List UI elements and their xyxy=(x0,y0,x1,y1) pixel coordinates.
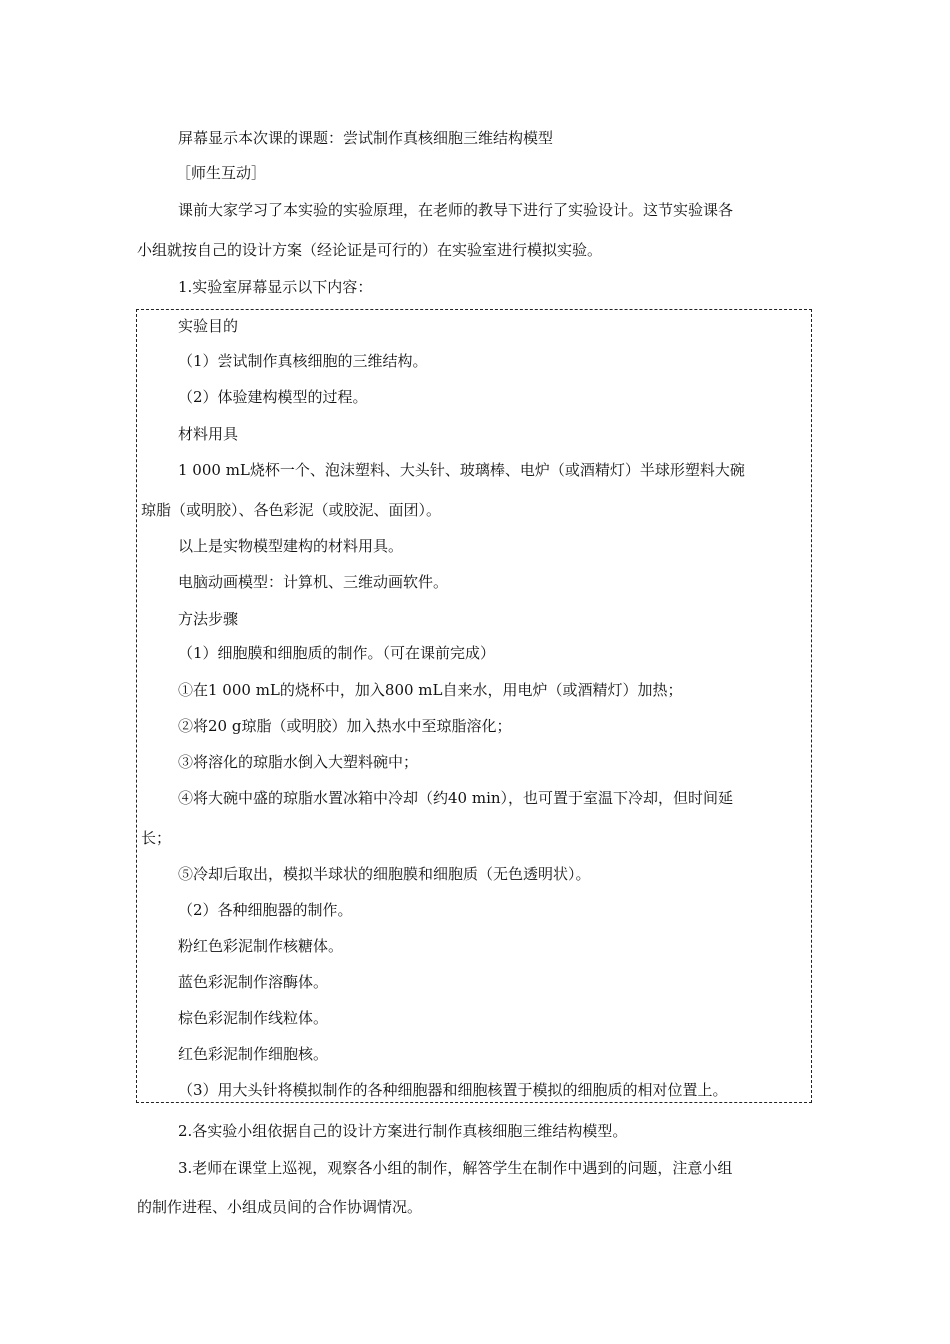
method-substep-2: ②将20 g琼脂（或明胶）加入热水中至琼脂溶化； xyxy=(178,717,512,735)
materials-heading: 材料用具 xyxy=(178,425,239,443)
materials-note: 以上是实物模型建构的材料用具。 xyxy=(178,537,404,555)
organelle-ribosome: 粉红色彩泥制作核糖体。 xyxy=(178,937,344,955)
purpose-item-2: （2）体验建构模型的过程。 xyxy=(178,388,368,406)
method-substep-3: ③将溶化的琼脂水倒入大塑料碗中； xyxy=(178,753,419,771)
intro-paragraph-line-1: 课前大家学习了本实验的实验原理，在老师的教导下进行了实验设计。这节实验课各 xyxy=(178,201,734,219)
materials-line-1: 1 000 mL烧杯一个、泡沫塑料、大头针、玻璃棒、电炉（或酒精灯）半球形塑料大碗 xyxy=(178,461,745,479)
step-3-line-2: 的制作进程、小组成员间的合作协调情况。 xyxy=(137,1198,423,1216)
method-item-2: （2）各种细胞器的制作。 xyxy=(178,901,353,919)
topic-line: 屏幕显示本次课的课题：尝试制作真核细胞三维结构模型 xyxy=(178,129,554,147)
method-substep-1: ①在1 000 mL的烧杯中，加入800 mL自来水，用电炉（或酒精灯）加热； xyxy=(178,681,683,699)
purpose-heading: 实验目的 xyxy=(178,317,239,335)
method-substep-5: ⑤冷却后取出，模拟半球状的细胞膜和细胞质（无色透明状）。 xyxy=(178,865,591,883)
method-substep-4-line-1: ④将大碗中盛的琼脂水置冰箱中冷却（约40 min），也可置于室温下冷却，但时间延 xyxy=(178,789,734,807)
method-substep-4-line-2: 长； xyxy=(141,829,172,847)
step-1: 1.实验室屏幕显示以下内容： xyxy=(178,278,373,296)
method-heading: 方法步骤 xyxy=(178,610,239,628)
purpose-item-1: （1）尝试制作真核细胞的三维结构。 xyxy=(178,352,428,370)
step-2: 2.各实验小组依据自己的设计方案进行制作真核细胞三维结构模型。 xyxy=(178,1122,628,1140)
organelle-mitochondria: 棕色彩泥制作线粒体。 xyxy=(178,1009,329,1027)
step-3-line-1: 3.老师在课堂上巡视，观察各小组的制作，解答学生在制作中遇到的问题，注意小组 xyxy=(178,1159,733,1177)
computer-model: 电脑动画模型：计算机、三维动画软件。 xyxy=(178,573,449,591)
materials-line-2: 琼脂（或明胶）、各色彩泥（或胶泥、面团）。 xyxy=(141,501,442,519)
intro-paragraph-line-2: 小组就按自己的设计方案（经论证是可行的）在实验室进行模拟实验。 xyxy=(137,241,603,259)
interaction-label: ［师生互动］ xyxy=(176,164,267,182)
method-item-1: （1）细胞膜和细胞质的制作。（可在课前完成） xyxy=(178,644,496,662)
organelle-lysosome: 蓝色彩泥制作溶酶体。 xyxy=(178,973,329,991)
method-item-3: （3）用大头针将模拟制作的各种细胞器和细胞核置于模拟的细胞质的相对位置上。 xyxy=(178,1081,728,1099)
organelle-nucleus: 红色彩泥制作细胞核。 xyxy=(178,1045,329,1063)
